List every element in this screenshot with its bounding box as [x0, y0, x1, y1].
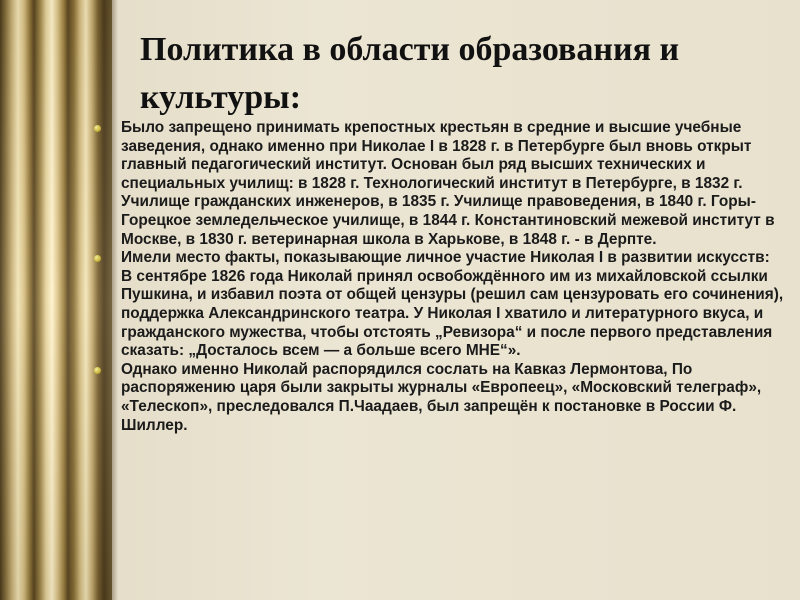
bullet-text: Однако именно Николай распорядился сослать на Кавказ Лермонтова, По распоряжению царя были закрыты журналы «Европеец», «Московский телеграф», «Телескоп», преследовался П.Чаадаев, был запрещён к постановке в России Ф. Шиллер. — [121, 360, 762, 434]
bullet-dot-icon — [94, 367, 101, 374]
bullet-item-arts — [94, 249, 784, 361]
bullet-dot-icon — [94, 125, 101, 132]
bullet-list — [94, 119, 784, 435]
slide-title: Политика в области образования и культуры: — [140, 31, 680, 116]
bullet-item-censorship — [94, 361, 784, 435]
bullet-text: Было запрещено принимать крепостных крестьян в средние и высшие учебные заведения, однако именно при Николае I в 1828 г. в Петербурге был вновь открыт главный педагогический институт. Основан был ряд высших технических и специальных училищ: в 1828 г. Технологический институт в Петербурге, в 1832 г. Училище гражданских инженеров, в 1835 г. Училище правоведения, в 1840 г. Горы-Горецкое земледельческое училище, в 1844 г. Константиновский межевой институт в Москве, в 1830 г. ветеринарная школа в Харькове, в 1848 г. - в Дерпте. — [121, 119, 775, 248]
bullet-dot-icon — [94, 255, 101, 262]
bullet-text: Имели место факты, показывающие личное участие Николая I в развитии искусств: В сентябре 1826 года Николай принял освобождённого им из михайловской ссылки Пушкина, и избавил поэта от общей цензуры (решил сам цензуровать его сочинения), поддержка Александринского театра. У Николая I хватило и литературного вкуса, и гражданского мужества, чтобы отстоять „Ревизора“ и после первого представления сказать: „Досталось всем — а больше всего МНЕ“». — [121, 249, 784, 360]
bullet-item-education — [94, 119, 784, 249]
